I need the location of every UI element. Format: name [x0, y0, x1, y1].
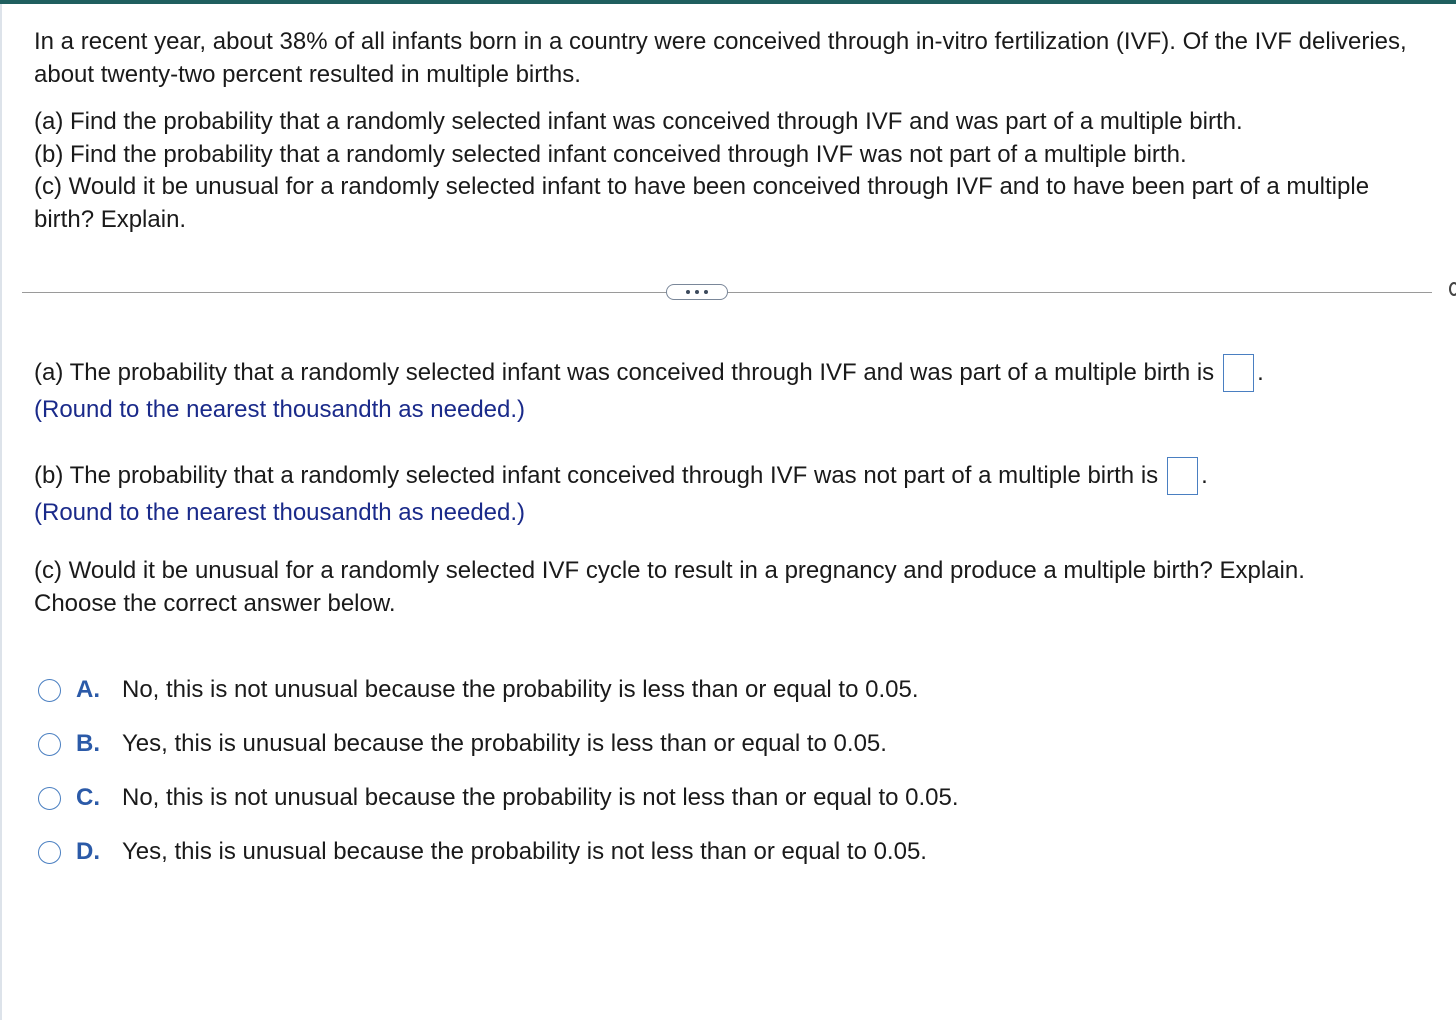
option-letter: B.	[76, 730, 100, 757]
answer-a-text: (a) The probability that a randomly selected infant was conceived through IVF and was part of a multiple birth is	[34, 359, 1215, 386]
option-letter: C.	[76, 784, 100, 811]
question-part-a: (a) Find the probability that a randomly selected infant was conceived through IVF and was part of a multiple birth.	[34, 108, 1243, 135]
answer-b-hint: (Round to the nearest thousandth as needed.)	[34, 499, 526, 526]
question-intro: In a recent year, about 38% of all infants born in a country were conceived through in-vitro fertilization (IVF). Of the IVF deliveries, about twenty-two percent resulted in multiple births.	[34, 28, 1407, 88]
question-part-c: (c) Would it be unusual for a randomly selected infant to have been conceived through IVF and to have been part of a multiple birth? Explain.	[34, 173, 1370, 233]
ellipsis-dot-icon	[686, 290, 690, 294]
answer-c-prompt	[34, 554, 1444, 620]
radio-button-icon[interactable]	[38, 787, 61, 810]
answer-b-block	[34, 457, 1208, 531]
option-text: Yes, this is unusual because the probability is less than or equal to 0.05.	[122, 730, 887, 757]
option-text: No, this is not unusual because the probability is less than or equal to 0.05.	[122, 676, 919, 703]
answer-a-input[interactable]	[1223, 354, 1254, 392]
question-parts	[34, 106, 1434, 236]
radio-button-icon[interactable]	[38, 733, 61, 756]
expand-more-button[interactable]	[666, 284, 728, 300]
answer-b-input[interactable]	[1167, 457, 1198, 495]
answer-a-block	[34, 354, 1264, 428]
option-b[interactable]	[38, 717, 959, 771]
option-a[interactable]	[38, 663, 959, 717]
top-accent-bar	[0, 0, 1456, 4]
option-c[interactable]	[38, 771, 959, 825]
radio-button-icon[interactable]	[38, 841, 61, 864]
question-part-b: (b) Find the probability that a randomly selected infant conceived through IVF was not part of a multiple birth.	[34, 140, 1187, 168]
ellipsis-dot-icon	[704, 290, 708, 294]
answer-b-period: .	[1201, 462, 1208, 489]
ellipsis-dot-icon	[695, 290, 699, 294]
left-border	[0, 4, 2, 1020]
answer-b-text: (b) The probability that a randomly selected infant conceived through IVF was not part of a multiple birth is	[34, 462, 1159, 489]
radio-button-icon[interactable]	[38, 679, 61, 702]
answer-a-line	[34, 354, 1264, 392]
answer-options	[38, 663, 959, 879]
option-letter: A.	[76, 676, 100, 703]
panel-edge-icon	[1449, 282, 1456, 296]
question-text	[34, 26, 1434, 236]
answer-b-line	[34, 457, 1208, 495]
answer-c-text: (c) Would it be unusual for a randomly selected IVF cycle to result in a pregnancy and produce a multiple birth? Explain.	[34, 557, 1305, 584]
answer-a-period: .	[1257, 359, 1264, 386]
option-text: Yes, this is unusual because the probability is not less than or equal to 0.05.	[122, 838, 927, 865]
answer-c-instruction: Choose the correct answer below.	[34, 590, 396, 617]
option-text: No, this is not unusual because the probability is not less than or equal to 0.05.	[122, 784, 959, 811]
option-d[interactable]	[38, 825, 959, 879]
option-letter: D.	[76, 838, 100, 865]
answer-a-hint: (Round to the nearest thousandth as needed.)	[34, 396, 526, 423]
